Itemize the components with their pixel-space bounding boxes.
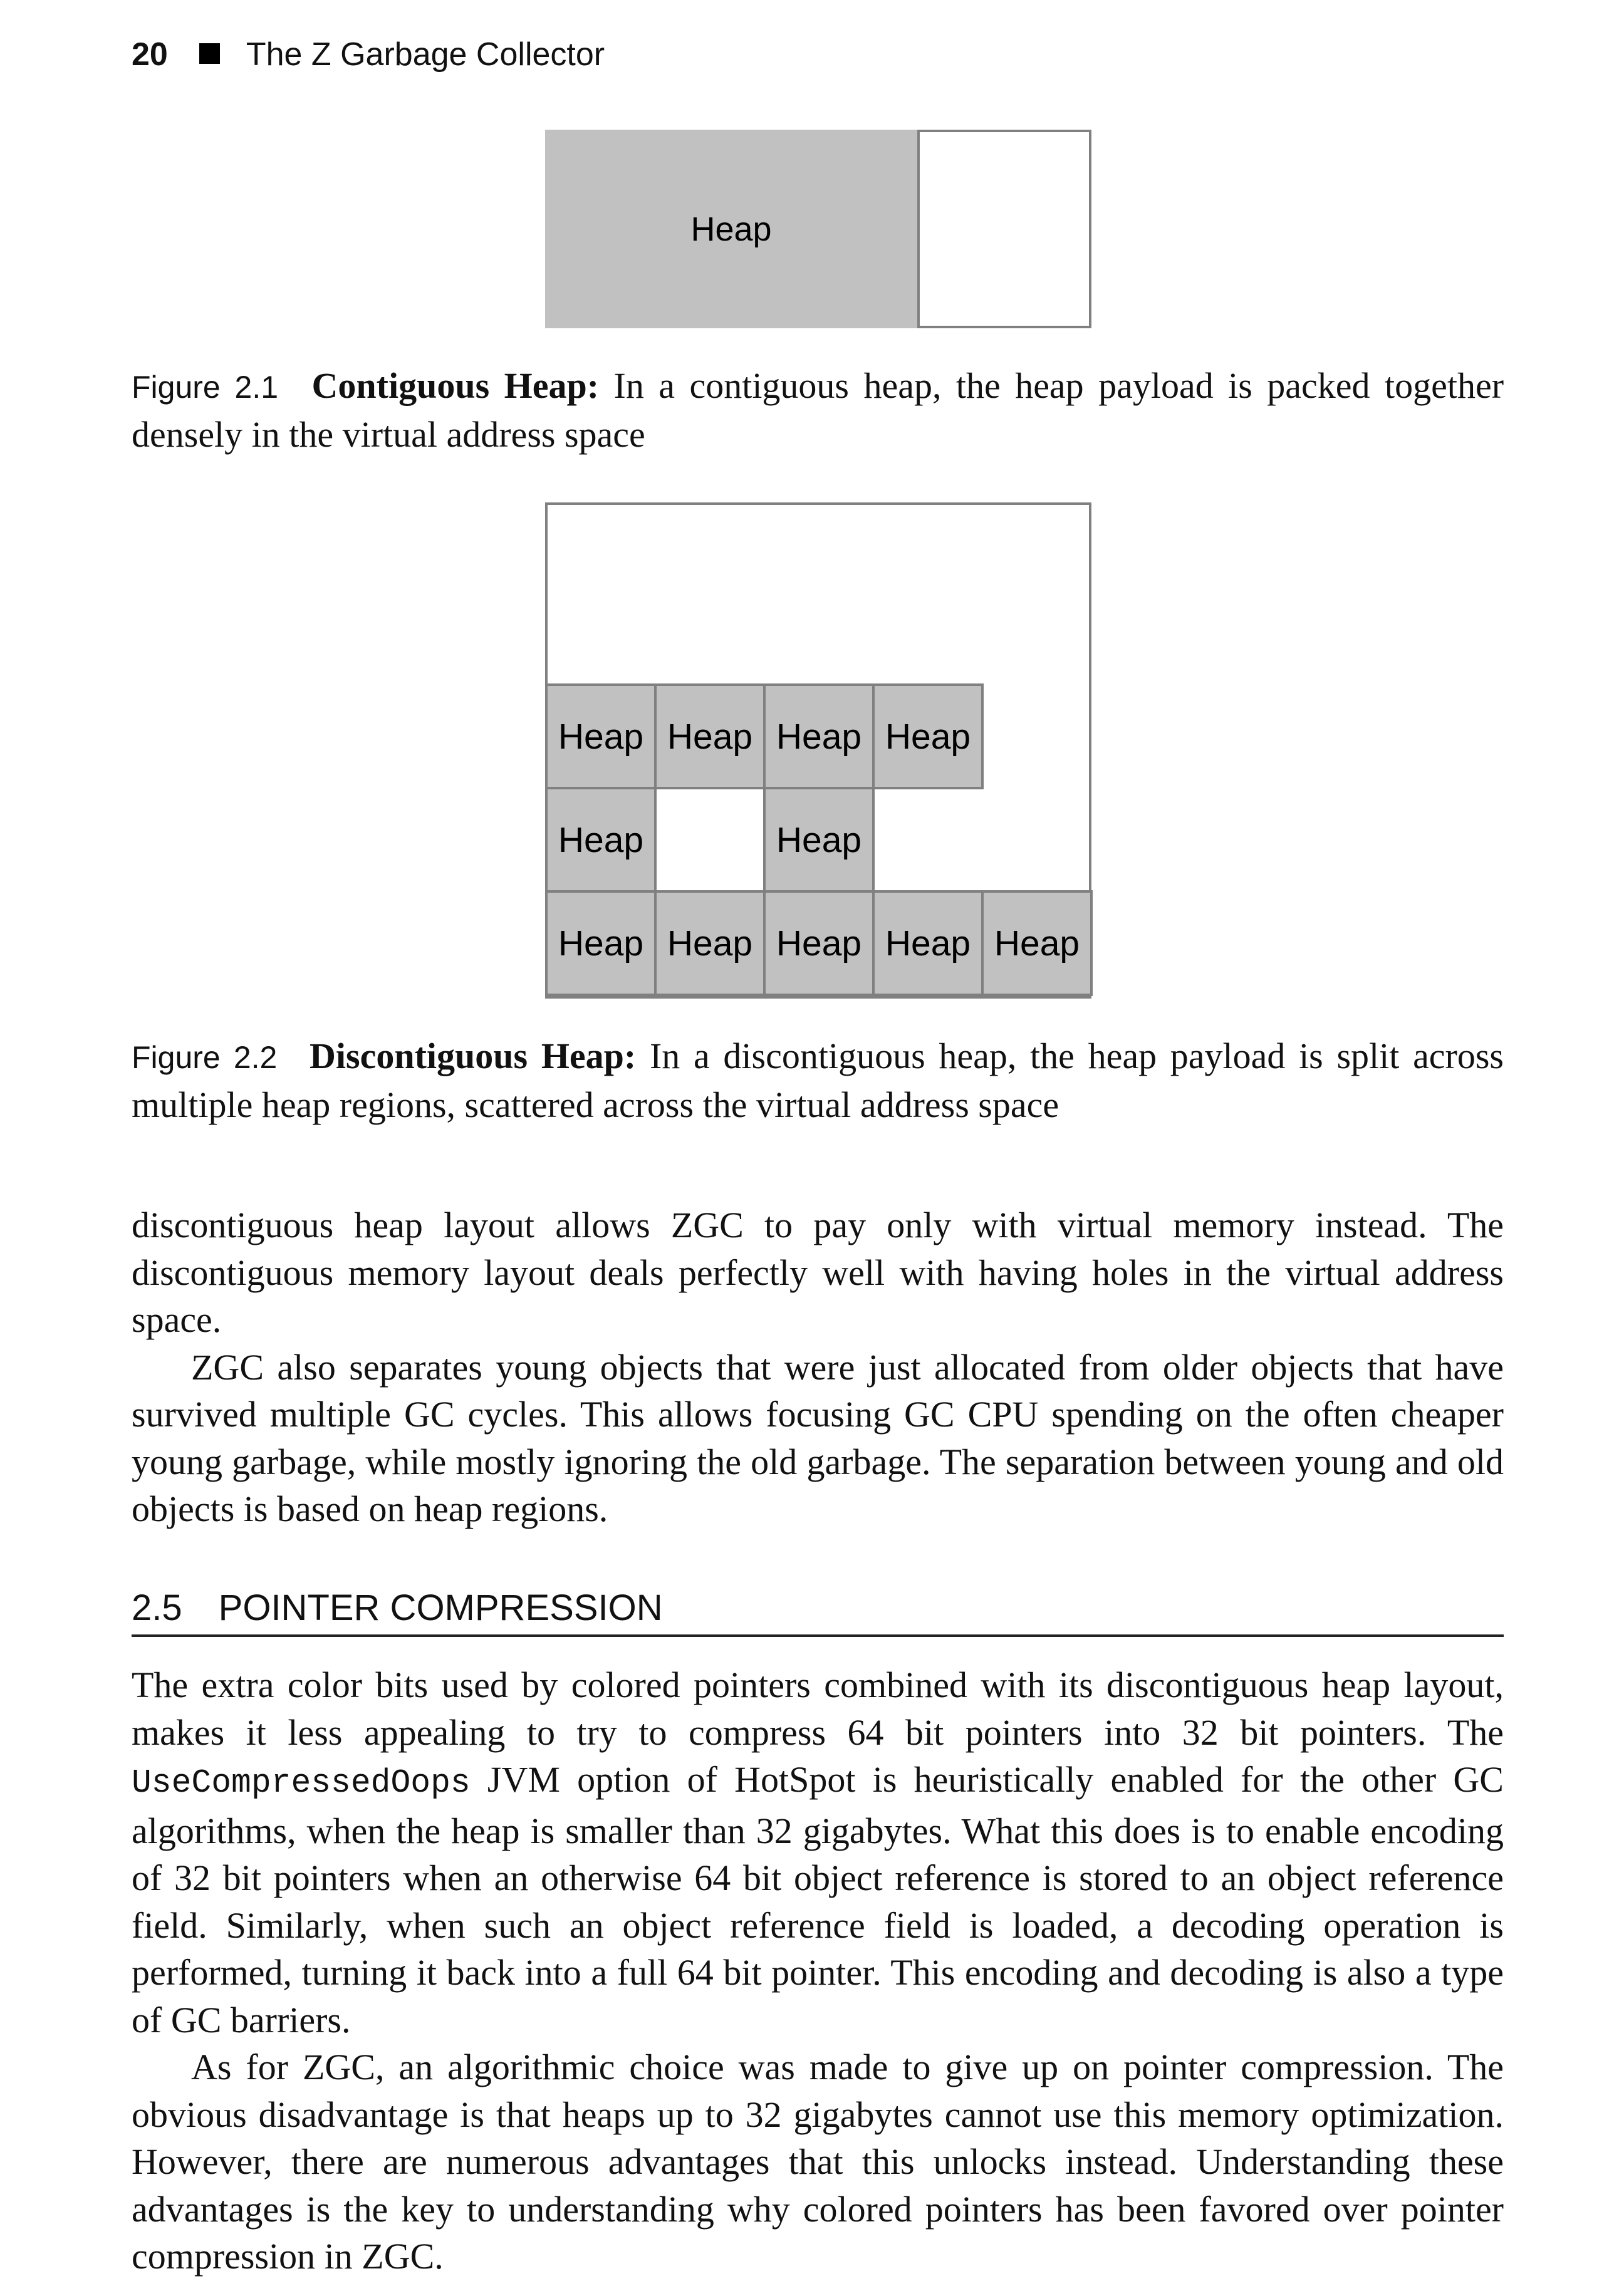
body-text-top bbox=[132, 1202, 1504, 1533]
heap-label: Heap bbox=[885, 923, 971, 964]
heap-region bbox=[872, 683, 984, 789]
heap-label: Heap bbox=[667, 923, 753, 964]
section-title: POINTER COMPRESSION bbox=[218, 1587, 663, 1628]
code-option-name: UseCompressedOops bbox=[132, 1764, 471, 1802]
figure-label: Figure 2.2 bbox=[132, 1040, 278, 1075]
heap-label: Heap bbox=[776, 716, 862, 757]
heap-label: Heap bbox=[690, 210, 772, 248]
text-run: The extra color bits used by colored pointers combined with its discontiguous heap layout, makes it less appealing to try to compress 64 bit pointers into 32 bit pointers. The bbox=[132, 1665, 1504, 1753]
heap-region bbox=[654, 890, 766, 996]
heap-region bbox=[654, 683, 766, 789]
page-number: 20 bbox=[132, 36, 168, 73]
heap-region bbox=[981, 890, 1093, 996]
figure-caption-text: In a discontiguous heap, the heap payload is split across multiple heap regions, scattered across the virtual address space bbox=[132, 1036, 1504, 1125]
heap-label: Heap bbox=[776, 819, 862, 860]
heap-label: Heap bbox=[558, 923, 644, 964]
heap-region bbox=[545, 787, 657, 893]
figure-2-1-caption bbox=[132, 362, 1504, 458]
running-head bbox=[132, 33, 605, 76]
heap-label: Heap bbox=[667, 716, 753, 757]
book-title: The Z Garbage Collector bbox=[246, 36, 605, 73]
section-rule bbox=[132, 1634, 1504, 1637]
figure-label: Figure 2.1 bbox=[132, 370, 279, 405]
paragraph bbox=[132, 1661, 1504, 2044]
section-heading bbox=[132, 1586, 1504, 1630]
paragraph: As for ZGC, an algorithmic choice was made to give up on pointer compression. The obvious disadvantage is that heaps up to 32 gigabytes cannot use this memory optimization. However, there are numerous advantages that this unlocks instead. Understanding these advantages is the key to understanding why colored pointers has been favored over pointer compression in ZGC. bbox=[132, 2047, 1504, 2277]
heap-label: Heap bbox=[885, 716, 971, 757]
heap-region bbox=[763, 787, 875, 893]
heap-label: Heap bbox=[558, 819, 644, 860]
heap-region bbox=[763, 683, 875, 789]
figure-caption-text: In a contiguous heap, the heap payload is packed together densely in the virtual address space bbox=[132, 365, 1504, 455]
heap-label: Heap bbox=[994, 923, 1080, 964]
figure-contiguous-heap bbox=[545, 130, 1091, 328]
figure-2-2-caption bbox=[132, 1032, 1504, 1128]
heap-region bbox=[545, 683, 657, 789]
section-number: 2.5 bbox=[132, 1587, 182, 1628]
heap-label: Heap bbox=[558, 716, 644, 757]
figure-title: Discontiguous Heap: bbox=[310, 1036, 637, 1076]
heap-region bbox=[763, 890, 875, 996]
black-square-icon bbox=[199, 43, 220, 64]
paragraph: ZGC also separates young objects that were just allocated from older objects that have survived multiple GC cycles. This allows focusing GC CPU spending on the often cheaper young garbage, while mostly ignoring the old garbage. The separation between young and old objects is based on heap regions. bbox=[132, 1346, 1504, 1529]
heap-region bbox=[545, 130, 920, 328]
figure-title: Contiguous Heap: bbox=[311, 365, 600, 406]
heap-region bbox=[872, 890, 984, 996]
section-body bbox=[132, 1661, 1504, 2280]
text-run: JVM option of HotSpot is heuristically enabled for the other GC algorithms, when the heap is smaller than 32 gigabytes. What this does is to enable encoding of 32 bit pointers when an otherwise 64 bit object reference is stored to an object reference field. Similarly, when such an object reference field is loaded, a decoding operation is performed, turning it back into a full 64 bit pointer. This encoding and decoding is also a type of GC barriers. bbox=[132, 1759, 1504, 2040]
paragraph: discontiguous heap layout allows ZGC to pay only with virtual memory instead. The discontiguous memory layout deals perfectly well with having holes in the virtual address space. bbox=[132, 1205, 1504, 1340]
heap-label: Heap bbox=[776, 923, 862, 964]
heap-region bbox=[545, 890, 657, 996]
figure-discontiguous-heap bbox=[545, 502, 1091, 999]
